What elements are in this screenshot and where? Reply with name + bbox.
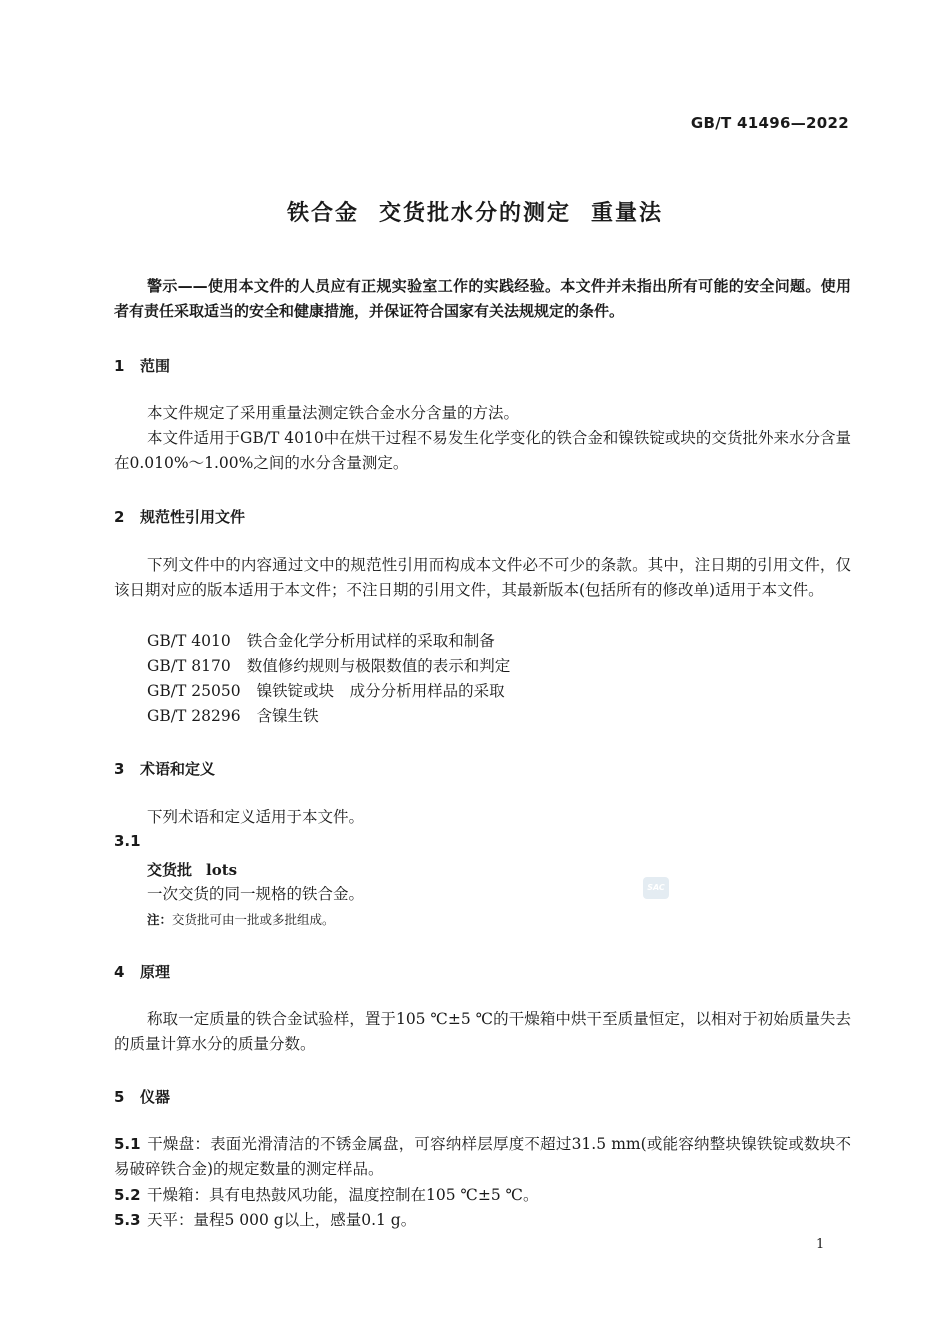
section-number: 5 xyxy=(114,1088,125,1106)
title-part-2: 交货批水分的测定 xyxy=(378,201,571,226)
reference-name: 数值修约规则与极限数值的表示和判定 xyxy=(246,657,511,675)
reference-item xyxy=(147,704,319,726)
term-entry xyxy=(147,859,237,880)
warning-paragraph: 警示——使用本文件的人员应有正规实验室工作的实践经验。本文件并未指出所有可能的安全问题。使用者有责任采取适当的安全和健康措施，并保证符合国家有关法规规定的条件。 xyxy=(114,277,851,320)
reference-item xyxy=(147,654,510,676)
section-number: 2 xyxy=(114,508,125,526)
title-part-1: 铁合金 xyxy=(286,201,359,226)
reference-name: 含镍生铁 xyxy=(256,707,319,725)
apparatus-item xyxy=(114,1132,851,1182)
page-number: 1 xyxy=(816,1237,825,1252)
principle-paragraph: 称取一定质量的铁合金试验样，置于105 ℃±5 ℃的干燥箱中烘干至质量恒定，以相对于初始质量失去的质量计算水分的质量分数。 xyxy=(114,1010,851,1053)
reference-item xyxy=(147,629,495,651)
item-number: 5.1 xyxy=(114,1135,141,1153)
reference-item xyxy=(147,679,505,701)
note-text: 交货批可由一批或多批组成。 xyxy=(172,912,335,927)
scope-paragraph-1: 本文件规定了采用重量法测定铁合金水分含量的方法。 xyxy=(147,404,520,422)
scope-paragraph-2: 本文件适用于GB/T 4010中在烘干过程不易发生化学变化的铁合金和镍铁锭或块的交货批外来水分含量在0.010%～1.00%之间的水分含量测定。 xyxy=(114,429,851,472)
reference-code: GB/T 28296 xyxy=(147,707,241,725)
section-2-heading xyxy=(114,506,245,527)
reference-code: GB/T 8170 xyxy=(147,657,231,675)
title-part-3: 重量法 xyxy=(591,201,664,226)
item-text: 天平：量程5 000 g以上，感量0.1 g。 xyxy=(147,1211,417,1229)
section-title: 范围 xyxy=(140,357,171,375)
subclause-number xyxy=(114,832,147,850)
subclause-3-1-number: 3.1 xyxy=(114,832,141,850)
terms-paragraph: 下列术语和定义适用于本文件。 xyxy=(147,808,365,826)
item-text: 干燥盘：表面光滑清洁的不锈金属盘，可容纳样层厚度不超过31.5 mm(或能容纳整块镍铁锭或数块不易破碎铁合金)的规定数量的测定样品。 xyxy=(114,1135,851,1178)
section-title: 术语和定义 xyxy=(140,760,216,778)
item-number: 5.3 xyxy=(114,1211,141,1229)
standard-number: GB/T 41496—2022 xyxy=(690,114,849,132)
section-number: 4 xyxy=(114,963,125,981)
section-3-heading xyxy=(114,758,215,779)
section-number: 1 xyxy=(114,357,125,375)
reference-name: 镍铁锭或块 成分分析用样品的采取 xyxy=(256,682,505,700)
section-5-heading xyxy=(114,1086,170,1107)
reference-code: GB/T 25050 xyxy=(147,682,241,700)
section-title: 原理 xyxy=(140,963,171,981)
section-title: 仪器 xyxy=(140,1088,171,1106)
item-number: 5.2 xyxy=(114,1186,141,1204)
item-text: 干燥箱：具有电热鼓风功能，温度控制在105 ℃±5 ℃。 xyxy=(147,1186,539,1204)
document-title xyxy=(0,196,950,227)
term-chinese: 交货批 xyxy=(147,861,193,879)
section-4-heading xyxy=(114,961,170,982)
section-number: 3 xyxy=(114,760,125,778)
reference-code: GB/T 4010 xyxy=(147,632,231,650)
references-paragraph: 下列文件中的内容通过文中的规范性引用而构成本文件必不可少的条款。其中，注日期的引用文件，仅该日期对应的版本适用于本文件；不注日期的引用文件，其最新版本(包括所有的修改单)适用于本文件。 xyxy=(114,556,851,599)
apparatus-item xyxy=(114,1208,851,1233)
sac-watermark-logo: SAC xyxy=(643,877,669,899)
reference-name: 铁合金化学分析用试样的采取和制备 xyxy=(246,632,495,650)
section-title: 规范性引用文件 xyxy=(140,508,246,526)
term-definition: 一次交货的同一规格的铁合金。 xyxy=(147,885,365,903)
term-english: lots xyxy=(206,861,238,879)
section-1-heading xyxy=(114,355,170,376)
apparatus-item xyxy=(114,1183,851,1208)
term-note xyxy=(147,910,335,928)
note-label: 注： xyxy=(147,912,173,927)
